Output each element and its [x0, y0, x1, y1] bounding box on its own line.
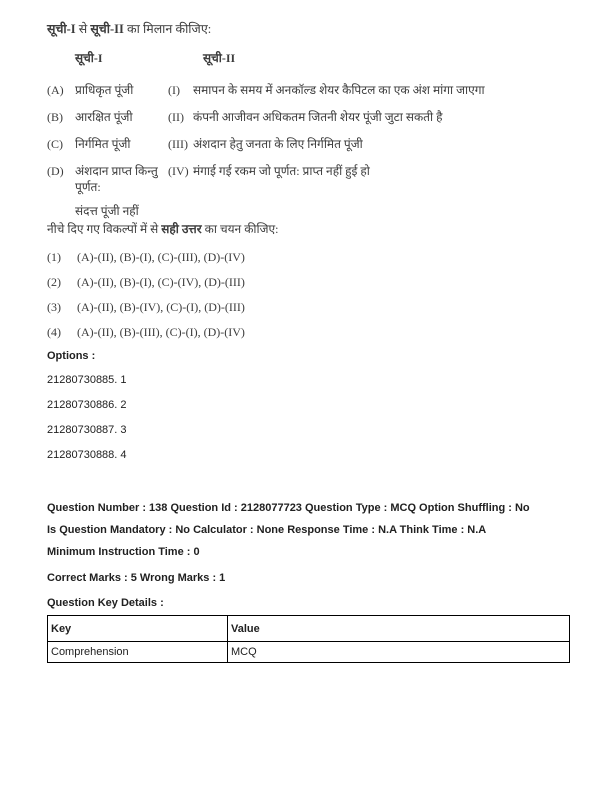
list2-ref: सूची-II: [90, 22, 124, 36]
question-key-details-heading: Question Key Details :: [47, 597, 164, 609]
value-header-cell: Value: [228, 616, 570, 642]
list2-header: सूची-II: [203, 51, 236, 65]
choice-number: (3): [47, 300, 61, 314]
pair-roman: (III): [168, 137, 188, 151]
match-lists-instruction: [47, 21, 211, 37]
choice-row-1: [47, 249, 447, 274]
instruction-tail: का चयन कीजिए:: [201, 222, 279, 236]
option-id-2: 21280730886. 2: [47, 399, 127, 411]
pair-desc: समापन के समय में अनकॉल्ड शेयर कैपिटल का एक अंश मांगा जाएगा: [193, 83, 485, 97]
match-tail-text: का मिलान कीजिए:: [123, 22, 212, 36]
answer-choices-list: [47, 249, 447, 349]
pair-row-a: [47, 82, 570, 109]
metadata-line-1: Question Number : 138 Question Id : 2128077723 Question Type : MCQ Option Shuffling : No: [47, 502, 530, 514]
key-header-cell: Key: [48, 616, 228, 642]
pair-row-d: [47, 163, 570, 219]
choice-number: (4): [47, 325, 61, 339]
pair-item: आरक्षित पूंजी: [75, 110, 133, 124]
pair-item: [75, 163, 168, 219]
question-key-table: [47, 615, 570, 663]
pair-row-c: [47, 136, 570, 163]
pair-label: (C): [47, 137, 63, 151]
options-heading: Options :: [47, 350, 96, 362]
pair-item: प्राधिकृत पूंजी: [75, 83, 134, 97]
pair-desc: अंशदान हेतु जनता के लिए निर्गमित पूंजी: [193, 137, 363, 151]
key-cell: Comprehension: [48, 642, 228, 663]
choose-answer-instruction: [47, 221, 279, 237]
question-metadata: [47, 502, 530, 568]
value-cell: MCQ: [228, 642, 570, 663]
marks-line: Correct Marks : 5 Wrong Marks : 1: [47, 572, 226, 584]
pair-label: (B): [47, 110, 63, 124]
key-table-data-row: [48, 642, 570, 663]
pair-roman: (II): [168, 110, 184, 124]
choice-row-4: [47, 324, 447, 349]
match-mid-text: से: [75, 22, 91, 36]
choice-row-3: [47, 299, 447, 324]
option-id-4: 21280730888. 4: [47, 449, 127, 461]
match-pairs-list: [47, 82, 570, 219]
pair-item-line1: अंशदान प्राप्त किन्तु पूर्णत:: [75, 164, 158, 194]
pair-roman: (IV): [168, 164, 189, 178]
choice-text: (A)-(II), (B)-(IV), (C)-(I), (D)-(III): [77, 300, 245, 314]
choice-number: (2): [47, 275, 61, 289]
choice-text: (A)-(II), (B)-(I), (C)-(IV), (D)-(III): [77, 275, 245, 289]
pair-label: (D): [47, 164, 64, 178]
pair-desc: मंगाई गई रकम जो पूर्णत: प्राप्त नहीं हुई हो: [193, 164, 370, 178]
pair-label: (A): [47, 83, 64, 97]
choice-text: (A)-(II), (B)-(III), (C)-(I), (D)-(IV): [77, 325, 245, 339]
choice-row-2: [47, 274, 447, 299]
choice-number: (1): [47, 250, 61, 264]
key-table-header-row: [48, 616, 570, 642]
metadata-line-2: Is Question Mandatory : No Calculator : None Response Time : N.A Think Time : N.A: [47, 524, 487, 536]
pair-roman: (I): [168, 83, 180, 97]
pair-desc: कंपनी आजीवन अधिकतम जितनी शेयर पूंजी जुटा सकती है: [193, 110, 443, 124]
instruction-pre: नीचे दिए गए विकल्पों में से: [47, 222, 162, 236]
pair-item-line2: संदत्त पूंजी नहीं: [75, 204, 139, 218]
option-id-3: 21280730887. 3: [47, 424, 127, 436]
list1-ref: सूची-I: [47, 22, 76, 36]
list-column-headers: [0, 50, 612, 68]
list1-header: सूची-I: [75, 51, 103, 65]
metadata-line-3: Minimum Instruction Time : 0: [47, 546, 200, 558]
pair-item: निर्गमित पूंजी: [75, 137, 131, 151]
pair-row-b: [47, 109, 570, 136]
option-id-1: 21280730885. 1: [47, 374, 127, 386]
correct-answer-emphasis: सही उत्तर: [161, 222, 202, 236]
choice-text: (A)-(II), (B)-(I), (C)-(III), (D)-(IV): [77, 250, 245, 264]
option-ids-list: [47, 374, 127, 474]
